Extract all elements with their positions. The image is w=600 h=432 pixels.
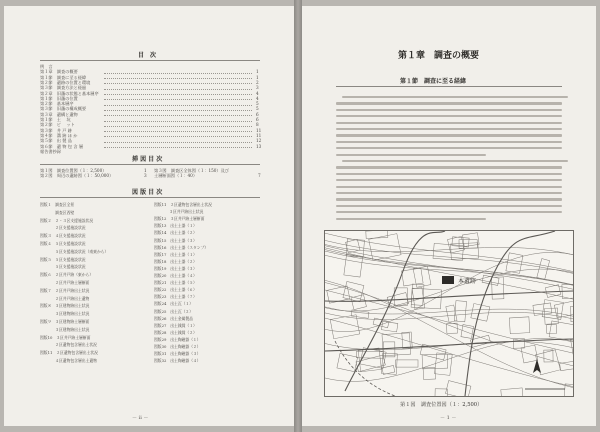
toc-leader-dots	[104, 121, 252, 122]
site-label: 本遺跡	[458, 278, 477, 285]
plate-entry: 図版４ ５区支援施設状況	[40, 241, 86, 246]
plate-entry: 図版９ ３区建物跡土層断面	[40, 319, 90, 324]
body-text-line	[336, 154, 486, 156]
plate-entry: 図版25 出土瓦（２）	[154, 308, 194, 314]
map-block	[492, 277, 504, 299]
body-text-line	[336, 198, 562, 200]
chapter-title: 第１章 調査の概要	[398, 51, 480, 61]
toc-entry-label: 第１章 調査の概要	[40, 69, 78, 75]
plate-entry: 図版32 出土陶磁器（４）	[154, 358, 201, 364]
body-text-line	[336, 122, 562, 124]
plate-entry: 図版21 出土土器（５）	[154, 280, 197, 286]
figure-entry-label: 第３図 調査区全体図（１：150）及び	[154, 168, 229, 173]
plate-entry: 図版10 ３区井戸跡土層断面	[40, 334, 91, 340]
plate-entry: 図版19 出土土器（３）	[154, 265, 197, 271]
body-text-line	[336, 109, 562, 111]
map-street	[325, 248, 573, 299]
plate-entry: 図版13 出土土器（１）	[154, 223, 197, 229]
plate-entry: 図版14 出土土器（２）	[154, 230, 197, 236]
map-street	[325, 312, 573, 319]
body-text-line	[336, 218, 486, 220]
body-text-line	[336, 211, 562, 213]
left-page-number: － ii －	[132, 415, 149, 421]
section-rule	[336, 86, 562, 87]
plates-rule	[40, 197, 260, 198]
plate-entry: 図版１ 調査区全景	[40, 202, 75, 207]
figure-entry-label: 第１図 調査位置図（１：2,500）	[40, 168, 107, 173]
plate-entry: 調査区西壁	[40, 209, 75, 215]
toc-leader-dots	[104, 136, 252, 137]
map-block	[330, 315, 359, 339]
toc-leader-dots	[104, 105, 252, 106]
toc-entry-page: 8	[256, 122, 259, 128]
map-block	[445, 381, 470, 396]
toc-entry-label: 第３節 旧藩の構成概要	[40, 106, 87, 112]
toc-leader-dots	[104, 94, 252, 95]
toc-entry-label: 第１節 旧藩の位置	[40, 95, 78, 101]
book-gutter	[294, 0, 302, 432]
map-block	[351, 295, 366, 310]
body-text-line	[336, 179, 562, 181]
figure-entry-page: 1	[144, 168, 147, 173]
toc-leader-dots	[104, 147, 252, 148]
toc-entry-label: 第１節 土 坑	[40, 117, 71, 122]
plate-entry: ３区井戸跡出土状況	[154, 209, 204, 215]
toc-leader-dots	[104, 89, 252, 90]
map-block	[396, 360, 419, 367]
toc-entry-label: 第４節 溝 跡 ほ か	[40, 132, 78, 138]
toc-entry-page: 6	[256, 117, 259, 122]
toc-leader-dots	[104, 115, 252, 116]
body-text-line	[336, 134, 562, 136]
body-text-line	[342, 96, 568, 98]
plate-entry: ２区支援施設状況	[40, 225, 86, 231]
body-text-line	[336, 141, 562, 143]
toc-entry-label: 第３節 調査方法と経過	[40, 85, 87, 91]
toc-entry-label: 第３章 遺構と遺物	[40, 111, 78, 117]
map-block	[560, 361, 573, 371]
right-page-number: － 1 －	[440, 415, 457, 421]
body-text-line	[336, 173, 562, 175]
plates-title: 図 版 目 次	[132, 189, 163, 196]
body-text-line	[336, 186, 562, 188]
plate-entry: 図版３ ４区支援施設状況	[40, 233, 86, 239]
toc-entry-page: 1	[256, 69, 259, 75]
plate-entry: 図版16 出土土器（スタンプ）	[154, 244, 209, 250]
map-drawing	[325, 231, 573, 396]
body-text-line	[336, 205, 562, 207]
body-text-line	[336, 102, 562, 104]
toc-entry-label: 第２節 ピ ット	[40, 122, 75, 128]
toc-entry-label: 第２章 旧藩の状態と基本層序	[40, 90, 99, 96]
toc-entry-label: 第１節 調査に至る経緯	[40, 74, 87, 80]
plate-entry: 図版18 出土土器（２）	[154, 258, 197, 264]
map-block	[447, 323, 458, 333]
figure-entry-page: 3	[144, 173, 147, 179]
plate-entry: 図版15 出土土器（３）	[154, 237, 197, 243]
plate-entry: 図版12 ３区井戸跡土層断面	[154, 216, 205, 222]
toc-leader-dots	[104, 126, 252, 127]
map-block	[571, 306, 573, 322]
map-caption: 第１図 調査位置図（１：2,500）	[400, 402, 483, 408]
plate-entry: ３区建物跡出土状況	[40, 326, 90, 332]
body-text-line	[336, 147, 562, 149]
figure-entry-page: 7	[258, 173, 261, 179]
plate-entry: ２区井戸跡出土遺物	[40, 295, 90, 301]
plate-entry: ５区支援施設状況	[40, 264, 86, 270]
plate-entry: 図版11 ２区遺物包含層出土状況	[40, 350, 98, 356]
plate-entry: ４区遺物包含層出土遺物	[40, 358, 97, 363]
plate-entry: 図版５ ５区支援施設状況	[40, 256, 86, 262]
plate-entry: 図版20 出土土器（４）	[154, 273, 197, 278]
plate-entry: 図版７ ２区井戸跡出土状況	[40, 287, 90, 293]
toc-entry-page: 4	[256, 95, 259, 101]
plate-entry: 図版28 出土銭貨（２）	[154, 329, 197, 335]
toc-entry-page: 11	[256, 127, 262, 133]
toc-entry-page: 12	[256, 138, 262, 144]
site-marker	[442, 276, 454, 284]
map-block	[435, 353, 453, 376]
map-street	[325, 341, 573, 349]
map-block	[381, 321, 397, 332]
plate-entry: 図版29 出土陶磁器（１）	[154, 336, 201, 342]
toc-leader-dots	[104, 99, 252, 100]
figures-rule	[40, 164, 260, 165]
map-block	[501, 388, 523, 396]
toc-entry-label: 第２節 基本層序	[40, 101, 74, 107]
toc-title: 目 次	[138, 52, 157, 59]
toc-entry-label: 第３節 井 戸 跡	[40, 127, 72, 133]
body-text-line	[342, 160, 568, 162]
plate-entry: ３区建物跡出土状況	[40, 311, 90, 317]
left-page	[4, 6, 294, 426]
toc-entry-label: 第６節 遺 物 包 含 層	[40, 143, 84, 149]
toc-entry-label: 報告書抄録	[40, 148, 61, 154]
plate-entry: 図版６ ２区井戸跡（東から）	[40, 272, 94, 278]
map-block	[454, 301, 466, 322]
map-block	[402, 268, 424, 286]
map-block	[366, 231, 388, 238]
toc-entry-page: 11	[256, 132, 262, 138]
plate-entry: 図版23 出土土器（７）	[154, 294, 197, 300]
plate-entry: 図版24 出土瓦（１）	[154, 301, 194, 307]
plate-entry: 図版31 出土陶磁器（３）	[154, 351, 201, 357]
toc-leader-dots	[104, 131, 252, 132]
plate-entry: ２区遺物包含層出土状況	[40, 342, 97, 348]
toc-entry-label: 例 言	[40, 64, 53, 69]
plate-entry: 図版30 出土陶磁器（２）	[154, 344, 201, 349]
map-block	[423, 367, 435, 379]
map-block	[337, 353, 358, 371]
figure-entry-label: 土層断面図（１：40）	[154, 173, 198, 179]
toc-entry-page: 3	[256, 85, 259, 91]
body-text-line	[336, 115, 562, 117]
figures-title: 挿 図 目 次	[132, 156, 163, 163]
toc-entry-page: 4	[256, 90, 259, 96]
figure-entry-label: 第２図 周辺の遺跡図（１：50,000）	[40, 173, 114, 179]
toc-leader-dots	[104, 83, 252, 84]
section-title: 第１節 調査に至る経緯	[400, 78, 467, 85]
toc-entry-label: 第２節 遺跡の位置と環境	[40, 79, 91, 85]
map-block	[509, 317, 530, 334]
plate-entry: 図版17 出土土器（１）	[154, 251, 197, 257]
body-text-line	[336, 128, 562, 130]
toc-entry-page: 5	[256, 101, 259, 107]
body-text-line	[336, 166, 562, 168]
toc-leader-dots	[104, 73, 252, 74]
plate-entry: 図版11 ２区遺物包含層出土状況	[154, 202, 212, 207]
plate-entry: 図版22 出土土器（６）	[154, 287, 197, 293]
map-block	[554, 299, 573, 318]
plate-entry: 図版２ ２・３区支援施設状況	[40, 217, 94, 223]
toc-entry-page: 13	[256, 143, 262, 149]
map-block	[344, 254, 363, 277]
plate-entry: 図版26 出土金属製品	[154, 315, 194, 321]
toc-top-rule	[40, 60, 260, 61]
plate-entry: 図版８ ３区建物跡出土状況	[40, 303, 90, 309]
plate-entry: ２区井戸跡土層断面	[40, 280, 90, 285]
plate-entry: 図版27 出土銭貨（１）	[154, 322, 197, 328]
map-street	[325, 233, 573, 271]
toc-leader-dots	[104, 142, 252, 143]
toc-leader-dots	[104, 78, 252, 79]
map-block	[461, 325, 474, 339]
plate-entry: ５区支援施設状況（南東から）	[40, 248, 109, 254]
toc-entry-label: 第５節 出 製 品	[40, 138, 72, 144]
toc-leader-dots	[104, 110, 252, 111]
map-block	[402, 332, 412, 349]
body-text-line	[336, 192, 562, 194]
map-block	[547, 325, 557, 334]
map-street	[325, 307, 573, 316]
map-block	[343, 281, 364, 301]
map-block	[471, 304, 490, 322]
right-page	[302, 6, 596, 426]
toc-entry-page: 5	[256, 106, 259, 112]
location-map	[324, 230, 574, 397]
toc-entry-page: 2	[256, 79, 259, 85]
toc-entry-page: 1	[256, 74, 259, 80]
map-block	[382, 365, 395, 374]
toc-entry-page: 6	[256, 111, 259, 117]
